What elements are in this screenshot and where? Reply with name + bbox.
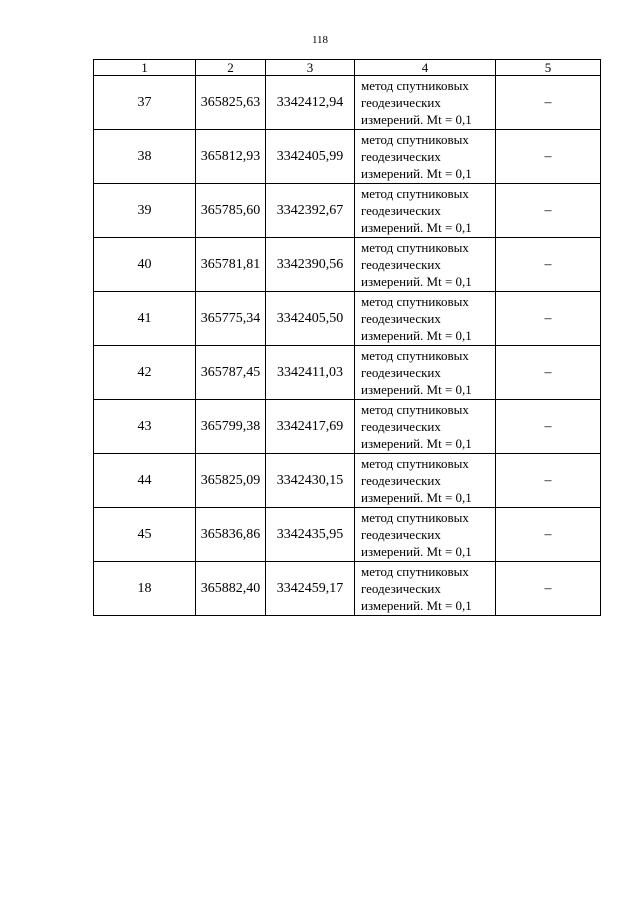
method-line: геодезических [361, 149, 441, 164]
method-line: метод спутниковых [361, 132, 469, 147]
table-row [94, 238, 601, 292]
method-line: геодезических [361, 365, 441, 380]
method-line: геодезических [361, 203, 441, 218]
note-cell: – [496, 130, 601, 184]
method-line: метод спутниковых [361, 402, 469, 417]
coordinates-table [93, 59, 601, 616]
note-cell: – [496, 508, 601, 562]
note-cell: – [496, 454, 601, 508]
note-cell: – [496, 184, 601, 238]
point-number-cell: 43 [94, 400, 196, 454]
y-coordinate-cell: 3342412,94 [266, 76, 355, 130]
table-header-row [94, 60, 601, 76]
point-number-cell: 37 [94, 76, 196, 130]
table-row [94, 292, 601, 346]
table-row [94, 400, 601, 454]
column-header-5: 5 [496, 60, 601, 76]
table-row [94, 184, 601, 238]
x-coordinate-cell: 365882,40 [196, 562, 266, 616]
y-coordinate-cell: 3342430,15 [266, 454, 355, 508]
y-coordinate-cell: 3342405,99 [266, 130, 355, 184]
method-line: геодезических [361, 95, 441, 110]
note-cell: – [496, 562, 601, 616]
table-body [94, 60, 601, 616]
method-line: геодезических [361, 581, 441, 596]
method-line: измерений. Mt = 0,1 [361, 436, 472, 451]
table-row [94, 346, 601, 400]
x-coordinate-cell: 365787,45 [196, 346, 266, 400]
column-header-1: 1 [94, 60, 196, 76]
x-coordinate-cell: 365785,60 [196, 184, 266, 238]
method-line: геодезических [361, 257, 441, 272]
method-line: метод спутниковых [361, 456, 469, 471]
point-number-cell: 18 [94, 562, 196, 616]
method-line: метод спутниковых [361, 564, 469, 579]
y-coordinate-cell: 3342417,69 [266, 400, 355, 454]
x-coordinate-cell: 365799,38 [196, 400, 266, 454]
point-number-cell: 41 [94, 292, 196, 346]
y-coordinate-cell: 3342405,50 [266, 292, 355, 346]
note-cell: – [496, 400, 601, 454]
method-cell [355, 400, 496, 454]
point-number-cell: 44 [94, 454, 196, 508]
method-line: метод спутниковых [361, 510, 469, 525]
table-row [94, 454, 601, 508]
x-coordinate-cell: 365781,81 [196, 238, 266, 292]
method-cell [355, 130, 496, 184]
point-number-cell: 39 [94, 184, 196, 238]
note-cell: – [496, 346, 601, 400]
column-header-4: 4 [355, 60, 496, 76]
column-header-2: 2 [196, 60, 266, 76]
method-line: метод спутниковых [361, 348, 469, 363]
method-cell [355, 562, 496, 616]
method-line: геодезических [361, 527, 441, 542]
page-number: 118 [311, 34, 329, 46]
method-line: измерений. Mt = 0,1 [361, 274, 472, 289]
note-cell: – [496, 292, 601, 346]
x-coordinate-cell: 365825,63 [196, 76, 266, 130]
method-line: метод спутниковых [361, 78, 469, 93]
method-cell [355, 508, 496, 562]
method-cell [355, 292, 496, 346]
method-line: метод спутниковых [361, 186, 469, 201]
x-coordinate-cell: 365836,86 [196, 508, 266, 562]
method-line: геодезических [361, 419, 441, 434]
y-coordinate-cell: 3342390,56 [266, 238, 355, 292]
method-line: метод спутниковых [361, 294, 469, 309]
x-coordinate-cell: 365775,34 [196, 292, 266, 346]
table-row [94, 562, 601, 616]
method-line: измерений. Mt = 0,1 [361, 490, 472, 505]
y-coordinate-cell: 3342459,17 [266, 562, 355, 616]
method-line: измерений. Mt = 0,1 [361, 112, 472, 127]
point-number-cell: 38 [94, 130, 196, 184]
table-row [94, 130, 601, 184]
method-cell [355, 76, 496, 130]
point-number-cell: 42 [94, 346, 196, 400]
method-cell [355, 184, 496, 238]
y-coordinate-cell: 3342392,67 [266, 184, 355, 238]
method-line: геодезических [361, 473, 441, 488]
method-line: измерений. Mt = 0,1 [361, 382, 472, 397]
point-number-cell: 40 [94, 238, 196, 292]
point-number-cell: 45 [94, 508, 196, 562]
method-line: измерений. Mt = 0,1 [361, 166, 472, 181]
method-cell [355, 238, 496, 292]
y-coordinate-cell: 3342411,03 [266, 346, 355, 400]
method-line: измерений. Mt = 0,1 [361, 598, 472, 613]
method-cell [355, 346, 496, 400]
y-coordinate-cell: 3342435,95 [266, 508, 355, 562]
method-line: измерений. Mt = 0,1 [361, 220, 472, 235]
note-cell: – [496, 238, 601, 292]
method-line: измерений. Mt = 0,1 [361, 544, 472, 559]
column-header-3: 3 [266, 60, 355, 76]
note-cell: – [496, 76, 601, 130]
x-coordinate-cell: 365825,09 [196, 454, 266, 508]
method-line: метод спутниковых [361, 240, 469, 255]
x-coordinate-cell: 365812,93 [196, 130, 266, 184]
table-row [94, 508, 601, 562]
method-cell [355, 454, 496, 508]
method-line: геодезических [361, 311, 441, 326]
method-line: измерений. Mt = 0,1 [361, 328, 472, 343]
table-row [94, 76, 601, 130]
